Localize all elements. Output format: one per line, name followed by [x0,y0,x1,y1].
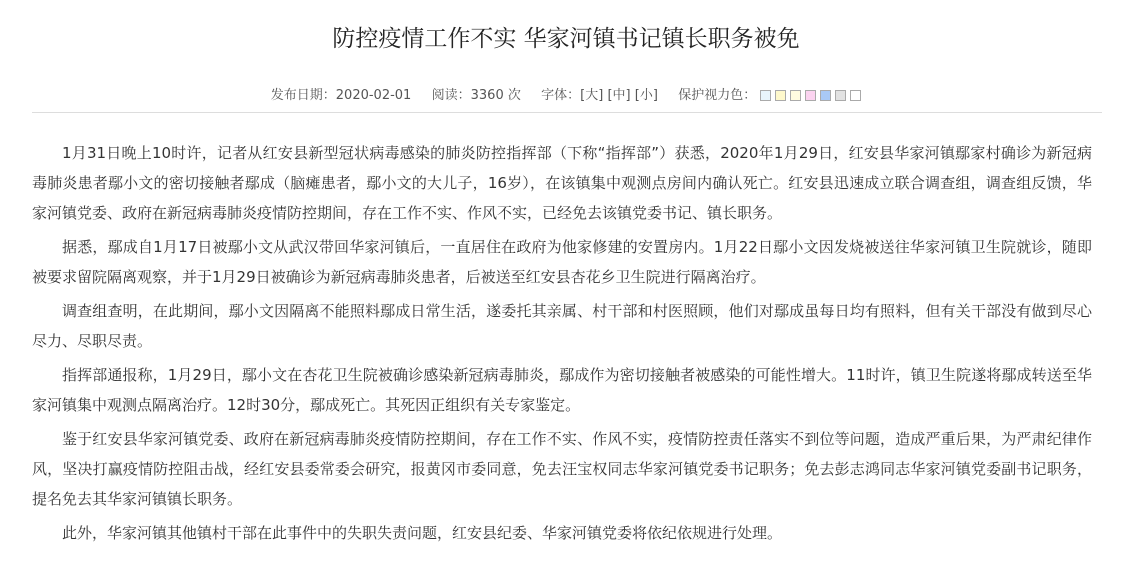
font-size-label: 字体： [541,88,581,103]
article-paragraph: 此外，华家河镇其他镇村干部在此事件中的失职失责问题，红安县纪委、华家河镇党委将依纪依规进行处理。 [62,524,783,542]
article-paragraph: 指挥部通报称，1月29日，鄢小文在杏花卫生院被确诊感染新冠病毒肺炎，鄢成作为密切接触者被感染的可能性增大。11时许，镇卫生院遂将鄢成转送至华家河镇集中观测点隔离治疗。12时30分，鄢成死亡。其死因正组织有关专家鉴定。 [32,366,1092,414]
article-paragraph: 1月31日晚上10时许，记者从红安县新型冠状病毒感染的肺炎防控指挥部（下称“指挥部”）获悉，2020年1月29日，红安县华家河镇鄢家村确诊为新冠病毒肺炎患者鄢小文的密切接触者鄢成（脑瘫患者，鄢小文的大儿子，16岁），在该镇集中观测点房间内确认死亡。红安县迅速成立联合调查组，调查组反馈，华家河镇党委、政府在新冠病毒肺炎疫情防控期间，存在工作不实、作风不实，已经免去该镇党委书记、镇长职务。 [32,144,1092,222]
article-title: 防控疫情工作不实 华家河镇书记镇长职务被免 [332,26,800,52]
eye-protection-label: 保护视力色： [678,88,757,103]
article-paragraph: 调查组查明，在此期间，鄢小文因隔离不能照料鄢成日常生活，遂委托其亲属、村干部和村医照顾，他们对鄢成虽每日均有照料，但有关干部没有做到尽心尽力、尽职尽责。 [32,302,1092,350]
font-medium-button[interactable]: [中] [607,88,631,103]
read-count-unit: 次 [503,88,521,103]
eye-protection-swatches [756,88,861,108]
article-paragraph: 据悉，鄢成自1月17日被鄢小文从武汉带回华家河镇后，一直居住在政府为他家修建的安置房内。1月22日鄢小文因发烧被送往华家河镇卫生院就诊，随即被要求留院隔离观察，并于1月29日被确诊为新冠病毒肺炎患者，后被送至红安县杏花乡卫生院进行隔离治疗。 [32,238,1092,286]
read-count-label: 阅读： [431,88,471,103]
publish-date: 2020-02-01 [335,88,412,103]
color-swatch[interactable] [820,90,831,101]
publish-date-label: 发布日期： [270,88,336,103]
article-body [32,138,1092,552]
article-paragraph: 鉴于红安县华家河镇党委、政府在新冠病毒肺炎疫情防控期间，存在工作不实、作风不实，疫情防控责任落实不到位等问题，造成严重后果，为严肃纪律作风，坚决打赢疫情防控阻击战，经红安县委常委会研究，报黄冈市委同意，免去汪宝权同志华家河镇党委书记职务；免去彭志鸿同志华家河镇党委副书记职务，提名免去其华家河镇镇长职务。 [32,430,1092,508]
color-swatch[interactable] [775,90,786,101]
color-swatch[interactable] [850,90,861,101]
font-large-button[interactable]: [大] [580,88,604,103]
article-meta [0,86,1132,108]
color-swatch[interactable] [805,90,816,101]
read-count: 3360 [470,88,504,103]
color-swatch[interactable] [760,90,771,101]
header-divider [32,112,1102,113]
font-small-button[interactable]: [小] [634,88,658,103]
color-swatch[interactable] [790,90,801,101]
color-swatch[interactable] [835,90,846,101]
